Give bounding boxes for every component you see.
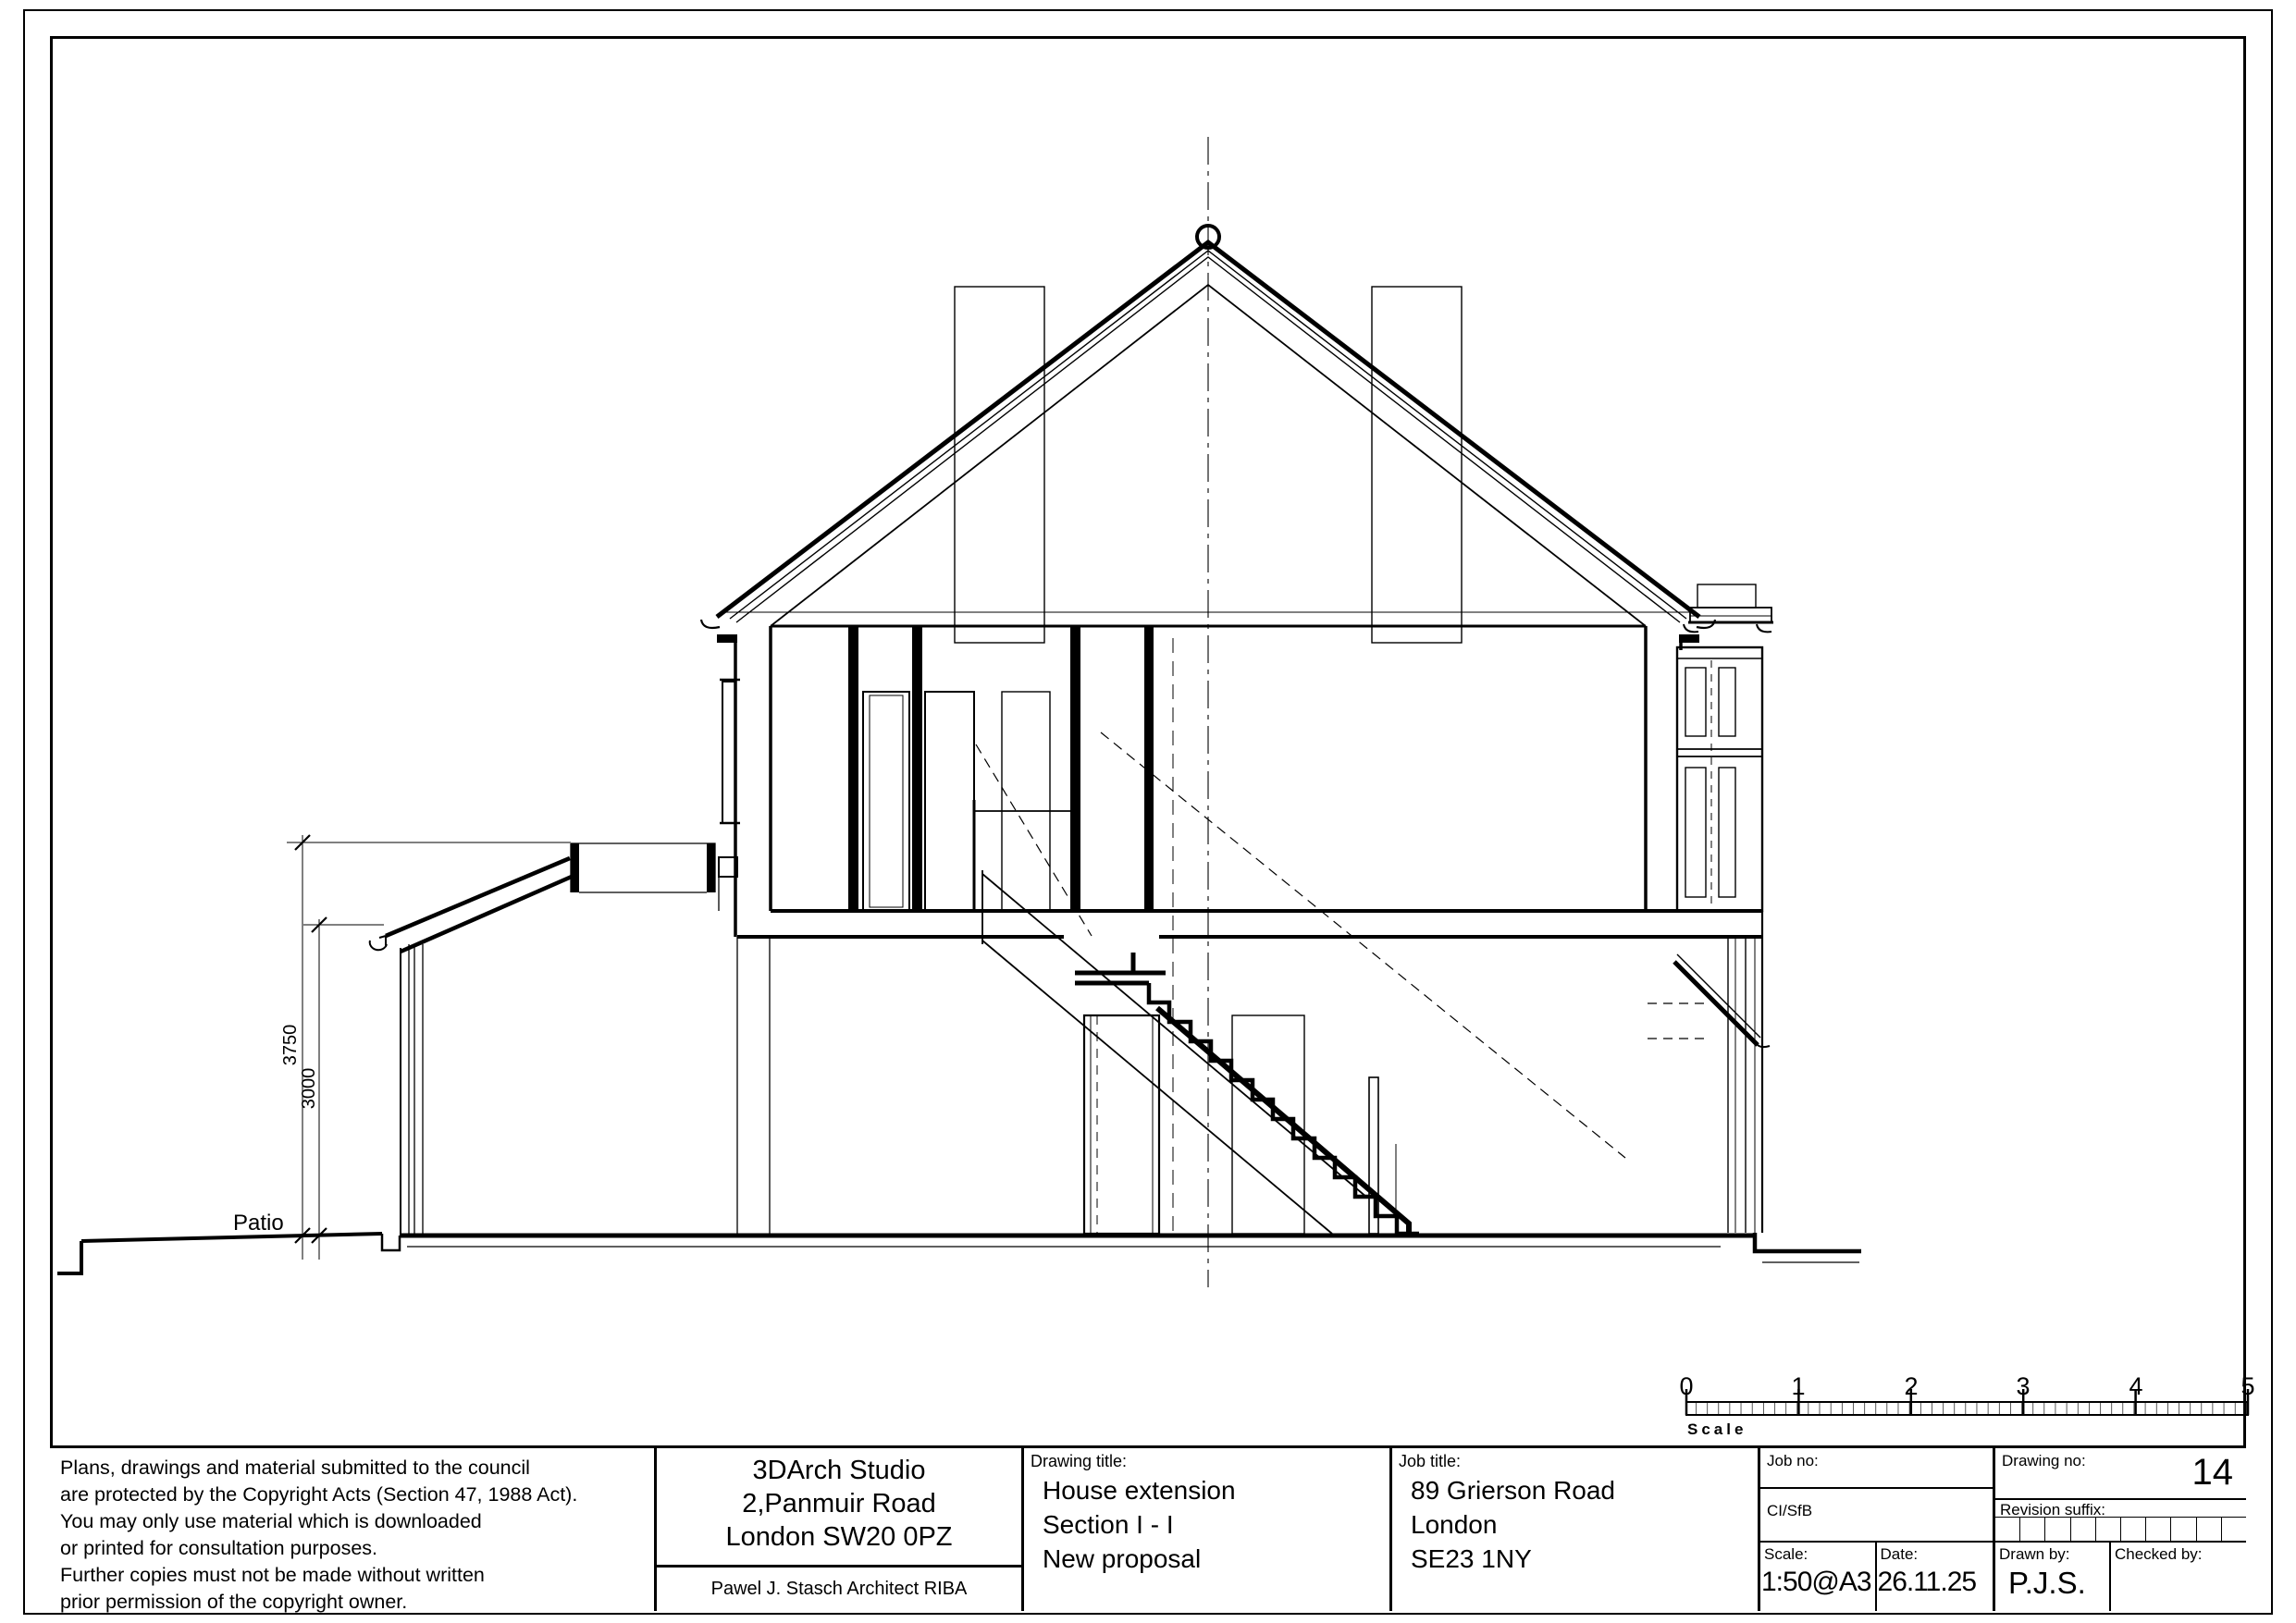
drawn-by-cell — [1995, 1543, 2111, 1611]
drawing-no-cell — [1995, 1448, 2246, 1611]
scalebar-num-4: 4 — [2129, 1372, 2143, 1400]
scalebar-num-5: 5 — [2240, 1372, 2255, 1400]
revision-cell — [2222, 1518, 2246, 1541]
floor-slabs — [724, 612, 1762, 937]
scalebar-num-2: 2 — [1904, 1372, 1919, 1400]
revision-cell — [2121, 1518, 2146, 1541]
job-title-line: London — [1411, 1510, 1498, 1539]
studio-address: 2,Panmuir Road — [742, 1489, 936, 1518]
date-cell — [1877, 1543, 1993, 1611]
revision-cell — [2020, 1518, 2045, 1541]
scale-bar — [1679, 1372, 2254, 1438]
drawing-title-line: House extension — [1043, 1476, 1236, 1505]
drawing-no-value: 14 — [2191, 1452, 2233, 1493]
patio-label: Patio — [233, 1211, 284, 1236]
drawing-title-line: New proposal — [1043, 1544, 1202, 1573]
ground-lines — [57, 1233, 1861, 1273]
extension — [370, 843, 737, 1234]
checked-by-label: Checked by: — [2115, 1545, 2203, 1563]
staircase — [982, 870, 1419, 1234]
drawing-title-cell — [1024, 1448, 1392, 1611]
cisfb-label: CI/SfB — [1760, 1487, 1993, 1541]
drawing-title-label: Drawing title: — [1031, 1452, 1128, 1470]
scale-cell — [1760, 1543, 1877, 1611]
studio-cell — [657, 1448, 1024, 1611]
revision-cell — [2071, 1518, 2096, 1541]
first-floor-interior — [848, 626, 1154, 911]
copyright-line: prior permission of the copyright owner. — [60, 1591, 408, 1613]
dim-3000: 3000 — [299, 1067, 319, 1110]
scalebar-num-0: 0 — [1679, 1372, 1694, 1400]
job-no-label: Job no: — [1767, 1452, 1819, 1469]
bay-window — [1677, 584, 1773, 911]
scalebar-num-3: 3 — [2016, 1372, 2031, 1400]
studio-name: 3DArch Studio — [752, 1456, 926, 1485]
job-title-line: 89 Grierson Road — [1411, 1476, 1616, 1505]
copyright-line: or printed for consultation purposes. — [60, 1537, 378, 1559]
revision-cell — [2171, 1518, 2196, 1541]
drawn-by-label: Drawn by: — [1999, 1545, 2070, 1563]
title-block — [50, 1445, 2246, 1611]
copyright-line: Further copies must not be made without written — [60, 1564, 485, 1586]
drawing-title-line: Section I - I — [1043, 1510, 1174, 1539]
revision-cell — [2096, 1518, 2121, 1541]
scale-label: Scale: — [1764, 1545, 1808, 1563]
date-label: Date: — [1880, 1545, 1919, 1563]
revision-cell — [2197, 1518, 2222, 1541]
scale-value: 1:50@A3 — [1761, 1567, 1871, 1597]
scalebar-num-1: 1 — [1791, 1372, 1806, 1400]
drawing-no-label: Drawing no: — [2002, 1452, 2086, 1469]
job-info-cell — [1760, 1448, 1995, 1611]
copyright-notice — [50, 1448, 657, 1611]
copyright-line: Plans, drawings and material submitted to the council — [60, 1457, 530, 1479]
architect-name: Pawel J. Stasch Architect RIBA — [657, 1565, 1021, 1611]
right-ground-floor — [1648, 911, 1770, 1233]
date-value: 26.11.25 — [1877, 1567, 1977, 1597]
revision-cell — [1995, 1518, 2020, 1541]
copyright-line: are protected by the Copyright Acts (Section 47, 1988 Act). — [60, 1483, 578, 1506]
job-title-line: SE23 1NY — [1411, 1544, 1532, 1573]
drawn-by-value: P.J.S. — [2008, 1566, 2086, 1600]
revision-cell — [2045, 1518, 2070, 1541]
studio-address: London SW20 0PZ — [725, 1522, 953, 1552]
revision-suffix-label: Revision suffix: — [2000, 1501, 2106, 1518]
dim-3750: 3750 — [280, 1024, 301, 1066]
job-title-cell — [1392, 1448, 1760, 1611]
checked-by-cell — [2111, 1543, 2246, 1611]
copyright-line: You may only use material which is downloaded — [60, 1510, 482, 1532]
revision-grid — [1995, 1517, 2246, 1541]
scalebar-label: Scale — [1687, 1420, 1747, 1438]
revision-cell — [2146, 1518, 2171, 1541]
job-title-label: Job title: — [1399, 1452, 1462, 1470]
